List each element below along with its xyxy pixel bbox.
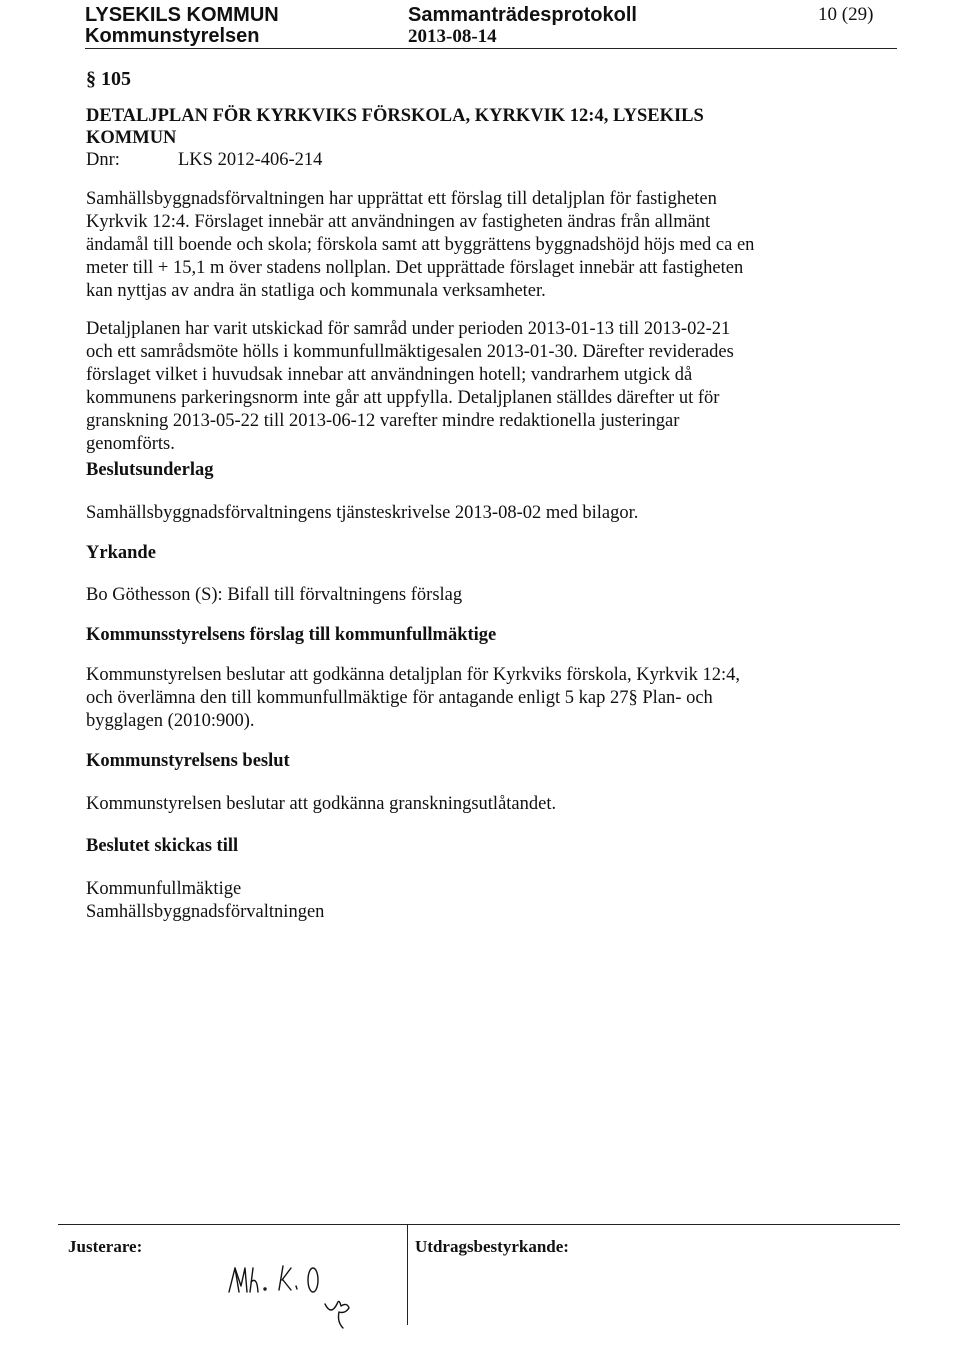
text-line: och ett samrådsmöte hölls i kommunfullmäktigesalen 2013-01-30. Därefter reviderades <box>86 342 734 362</box>
recipient-item: Kommunfullmäktige <box>86 879 242 899</box>
recipient-list <box>86 878 324 924</box>
text-line: Kyrkvik 12:4. Förslaget innebär att användningen av fastigheten ändras från allmänt <box>86 212 711 232</box>
page-number: 10 (29) <box>818 4 874 25</box>
text-line: ändamål till boende och skola; förskola samt att byggrättens byggnadshöjd höjs med ca en <box>86 235 755 255</box>
text-line: och överlämna den till kommunfullmäktige för antagande enligt 5 kap 27§ Plan- och <box>86 688 713 708</box>
text-line: bygglagen (2010:900). <box>86 711 255 731</box>
handwritten-initials-signature <box>225 1258 385 1346</box>
yrkande-text: Bo Göthesson (S): Bifall till förvaltningens förslag <box>86 585 463 605</box>
dnr-label: Dnr: <box>86 150 120 170</box>
beslutsunderlag-text: Samhällsbyggnadsförvaltningens tjänsteskrivelse 2013-08-02 med bilagor. <box>86 503 639 523</box>
utdragsbestyrkande-label: Utdragsbestyrkande: <box>415 1237 569 1256</box>
footer-divider <box>58 1224 900 1225</box>
text-line: förslaget vilket i huvudsak innebar att användningen hotell; vandrarhem utgick då <box>86 365 693 385</box>
text-line: Kommunstyrelsen beslutar att godkänna detaljplan för Kyrkviks förskola, Kyrkvik 12:4, <box>86 665 741 685</box>
board-name: Kommunstyrelsen <box>85 25 260 47</box>
heading-skickas-till: Beslutet skickas till <box>86 836 239 856</box>
text-line: kommunens parkeringsnorm inte går att uppfylla. Detaljplanen ställdes därefter ut för <box>86 388 720 408</box>
text-line: kan nyttjas av andra än statliga och kommunala verksamheter. <box>86 281 546 301</box>
text-line: Detaljplanen har varit utskickad för samråd under perioden 2013-01-13 till 2013-02-21 <box>86 319 731 339</box>
text-line: granskning 2013-05-22 till 2013-06-12 varefter mindre redaktionella justeringar <box>86 411 680 431</box>
section-title-line2: KOMMUN <box>86 128 177 148</box>
text-line: Samhällsbyggnadsförvaltningen har upprättat ett förslag till detaljplan för fastigheten <box>86 189 717 209</box>
text-line: meter till + 15,1 m över stadens nollplan. Det upprättade förslaget innebär att fastigheten <box>86 258 744 278</box>
section-title-line1: DETALJPLAN FÖR KYRKVIKS FÖRSKOLA, KYRKVIK 12:4, LYSEKILS <box>86 106 704 126</box>
heading-ks-beslut: Kommunstyrelsens beslut <box>86 751 290 771</box>
dnr-value: LKS 2012-406-214 <box>178 150 323 170</box>
footer-column-divider <box>407 1225 408 1325</box>
text-line: genomförts. <box>86 434 175 454</box>
ks-beslut-text: Kommunstyrelsen beslutar att godkänna granskningsutlåtandet. <box>86 794 557 814</box>
heading-beslutsunderlag: Beslutsunderlag <box>86 460 214 480</box>
recipient-item: Samhällsbyggnadsförvaltningen <box>86 902 325 922</box>
doc-type: Sammanträdesprotokoll <box>408 4 637 26</box>
heading-yrkande: Yrkande <box>86 543 156 563</box>
meeting-date: 2013-08-14 <box>408 26 497 47</box>
paragraph-process <box>86 318 734 456</box>
paragraph-ks-forslag <box>86 664 740 733</box>
justerare-label: Justerare: <box>68 1237 143 1256</box>
section-number: § 105 <box>86 68 131 90</box>
header-divider <box>85 48 897 49</box>
paragraph-background <box>86 188 754 303</box>
heading-ks-forslag: Kommunsstyrelsens förslag till kommunfullmäktige <box>86 625 497 645</box>
org-name: LYSEKILS KOMMUN <box>85 4 279 26</box>
